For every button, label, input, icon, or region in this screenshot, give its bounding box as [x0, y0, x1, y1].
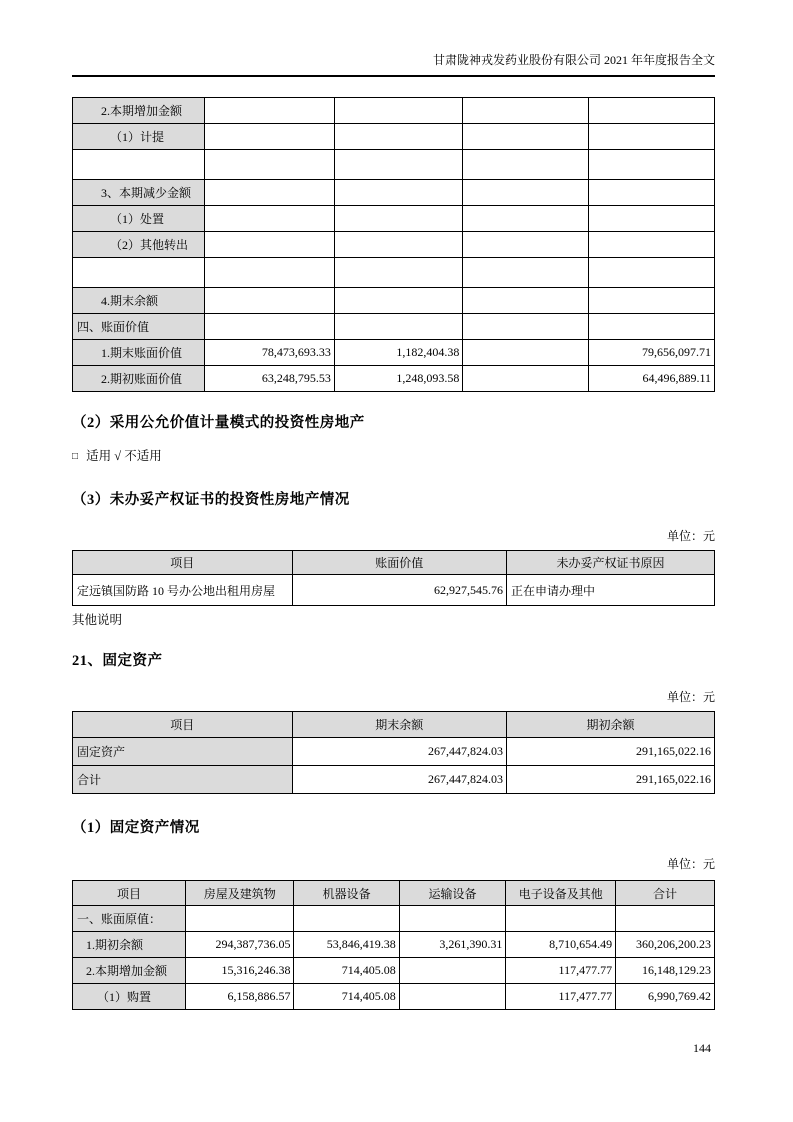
- column-header: 账面价值: [292, 551, 506, 575]
- table-cell: 360,206,200.23: [616, 932, 715, 958]
- table-cell: [463, 124, 588, 150]
- table-cell: 267,447,824.03: [292, 766, 506, 794]
- table-cell: [205, 124, 335, 150]
- table-cell: [334, 150, 462, 180]
- table-cell: 合计: [73, 766, 293, 794]
- table-row: [73, 180, 715, 206]
- data-table: [72, 711, 715, 794]
- column-header: 房屋及建筑物: [185, 881, 293, 906]
- table-row: [73, 575, 715, 606]
- table-row: [73, 98, 715, 124]
- table-cell: 3、本期减少金额: [73, 180, 205, 206]
- table-cell: 117,477.77: [506, 958, 616, 984]
- column-header: 项目: [73, 712, 293, 738]
- table-cell: 一、账面原值：: [73, 906, 186, 932]
- table-cell: 63,248,795.53: [205, 366, 335, 392]
- table-cell: [463, 340, 588, 366]
- table-cell: [185, 906, 293, 932]
- table-cell: [334, 206, 462, 232]
- table-cell: [463, 314, 588, 340]
- table-row: [73, 288, 715, 314]
- table-cell: 16,148,129.23: [616, 958, 715, 984]
- table-header-row: [73, 712, 715, 738]
- table-cell: [588, 150, 715, 180]
- table-cell: [463, 150, 588, 180]
- table-row: [73, 766, 715, 794]
- table-cell: 固定资产: [73, 738, 293, 766]
- table-row: [73, 206, 715, 232]
- table-cell: 正在申请办理中: [506, 575, 714, 606]
- table-row: [73, 314, 715, 340]
- table-cell: 78,473,693.33: [205, 340, 335, 366]
- table-cell: 267,447,824.03: [292, 738, 506, 766]
- table-cell: [463, 258, 588, 288]
- table-cell: [463, 180, 588, 206]
- column-header: 运输设备: [399, 881, 506, 906]
- table-row: [73, 258, 715, 288]
- table-cell: [399, 906, 506, 932]
- unregistered-property-table: [72, 550, 715, 606]
- table-cell: [463, 98, 588, 124]
- other-note-text: 其他说明: [72, 613, 123, 627]
- table-cell: 294,387,736.05: [185, 932, 293, 958]
- table-cell: 79,656,097.71: [588, 340, 715, 366]
- table-cell: [334, 180, 462, 206]
- investment-property-continuation-table: [72, 97, 715, 392]
- table-cell: [205, 150, 335, 180]
- table-cell: [463, 288, 588, 314]
- table-cell: 4.期末余额: [73, 288, 205, 314]
- table-cell: 8,710,654.49: [506, 932, 616, 958]
- table-row: [73, 906, 715, 932]
- unit-label: 单位：元: [666, 857, 715, 871]
- column-header: 合计: [616, 881, 715, 906]
- table-cell: 6,158,886.57: [185, 984, 293, 1010]
- table-cell: 2.本期增加金额: [73, 958, 186, 984]
- section-heading-fixed-assets-detail: （1）固定资产情况: [72, 820, 200, 836]
- table-cell: [588, 124, 715, 150]
- table-row: [73, 340, 715, 366]
- table-cell: 64,496,889.11: [588, 366, 715, 392]
- table-cell: [588, 288, 715, 314]
- table-header-row: [73, 881, 715, 906]
- page-header: [72, 52, 715, 77]
- table-cell: [588, 232, 715, 258]
- table-header-row: [73, 551, 715, 575]
- table-cell: 2.本期增加金额: [73, 98, 205, 124]
- table-cell: 定远镇国防路 10 号办公地出租用房屋: [73, 575, 293, 606]
- table-cell: 1,182,404.38: [334, 340, 462, 366]
- applicability-line: [72, 448, 715, 466]
- table-cell: 714,405.08: [294, 984, 399, 1010]
- fixed-assets-detail-table: [72, 880, 715, 1010]
- table-cell: [334, 232, 462, 258]
- table-cell: [463, 206, 588, 232]
- table-row: [73, 738, 715, 766]
- column-header: 期初余额: [506, 712, 714, 738]
- checkbox-unchecked-icon: □: [72, 451, 79, 462]
- unit-label: 单位：元: [666, 690, 715, 704]
- table-cell: [205, 232, 335, 258]
- table-cell: 291,165,022.16: [506, 738, 714, 766]
- table-cell: 15,316,246.38: [185, 958, 293, 984]
- column-header: 项目: [73, 551, 293, 575]
- table-cell: [588, 258, 715, 288]
- table-cell: [334, 258, 462, 288]
- table-cell: [205, 314, 335, 340]
- column-header: 项目: [73, 881, 186, 906]
- table-cell: [588, 98, 715, 124]
- section-heading-unregistered-property: （3）未办妥产权证书的投资性房地产情况: [72, 492, 350, 508]
- section-heading-fixed-assets: 21、固定资产: [72, 653, 163, 669]
- fixed-assets-summary-table: [72, 711, 715, 794]
- table-cell: [616, 906, 715, 932]
- table-cell: 四、账面价值: [73, 314, 205, 340]
- header-title: 甘肃陇神戎发药业股份有限公司 2021 年年度报告全文: [432, 53, 715, 67]
- table-cell: 714,405.08: [294, 958, 399, 984]
- table-cell: （2）其他转出: [73, 232, 205, 258]
- data-table: [72, 880, 715, 1010]
- table-cell: [73, 258, 205, 288]
- table-row: [73, 150, 715, 180]
- table-row: [73, 366, 715, 392]
- table-cell: [399, 958, 506, 984]
- table-cell: [334, 288, 462, 314]
- table-cell: [205, 180, 335, 206]
- table-cell: [334, 98, 462, 124]
- table-cell: （1）计提: [73, 124, 205, 150]
- table-row: [73, 932, 715, 958]
- table-cell: 291,165,022.16: [506, 766, 714, 794]
- column-header: 电子设备及其他: [506, 881, 616, 906]
- table-cell: （1）购置: [73, 984, 186, 1010]
- column-header: 机器设备: [294, 881, 399, 906]
- table-cell: 1,248,093.58: [334, 366, 462, 392]
- table-cell: [588, 180, 715, 206]
- table-cell: （1）处置: [73, 206, 205, 232]
- table-cell: 2.期初账面价值: [73, 366, 205, 392]
- column-header: 期末余额: [292, 712, 506, 738]
- table-cell: [73, 150, 205, 180]
- page-number: 144: [693, 1041, 711, 1055]
- table-row: [73, 958, 715, 984]
- table-row: [73, 124, 715, 150]
- data-table: [72, 97, 715, 392]
- table-cell: [463, 366, 588, 392]
- table-row: [73, 984, 715, 1010]
- table-cell: 62,927,545.76: [292, 575, 506, 606]
- table-cell: 6,990,769.42: [616, 984, 715, 1010]
- table-cell: [205, 206, 335, 232]
- table-cell: 1.期初余额: [73, 932, 186, 958]
- table-cell: [399, 984, 506, 1010]
- table-cell: [205, 258, 335, 288]
- table-cell: 1.期末账面价值: [73, 340, 205, 366]
- table-cell: 53,846,419.38: [294, 932, 399, 958]
- table-cell: [205, 288, 335, 314]
- section-heading-fair-value-model: （2）采用公允价值计量模式的投资性房地产: [72, 415, 365, 431]
- table-cell: [294, 906, 399, 932]
- table-cell: [588, 314, 715, 340]
- table-cell: [334, 314, 462, 340]
- table-cell: [334, 124, 462, 150]
- table-cell: [588, 206, 715, 232]
- table-cell: 3,261,390.31: [399, 932, 506, 958]
- table-cell: [463, 232, 588, 258]
- column-header: 未办妥产权证书原因: [506, 551, 714, 575]
- table-row: [73, 232, 715, 258]
- unit-label: 单位：元: [666, 529, 715, 543]
- table-cell: [506, 906, 616, 932]
- table-cell: [205, 98, 335, 124]
- applicability-text: 适用 √ 不适用: [86, 449, 162, 463]
- data-table: [72, 550, 715, 606]
- table-cell: 117,477.77: [506, 984, 616, 1010]
